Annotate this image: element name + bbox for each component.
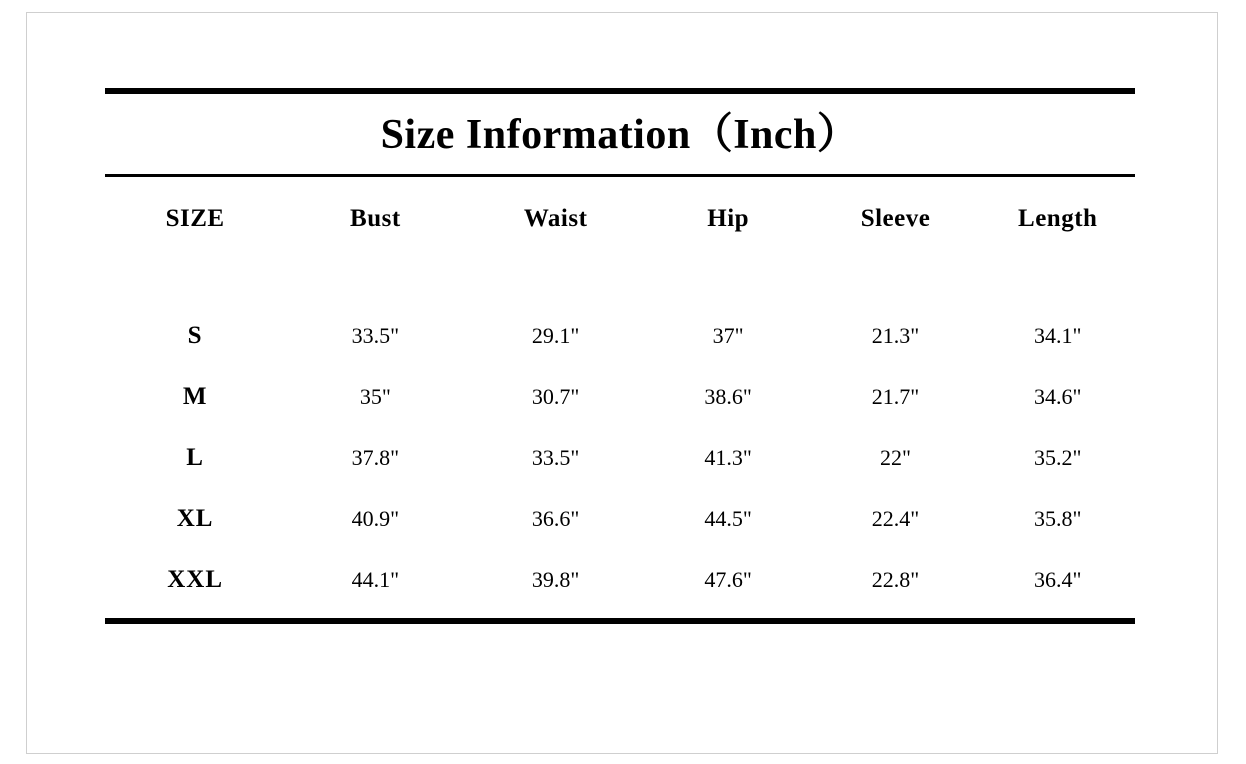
cell-hip: 47.6" (704, 567, 752, 593)
cell-sleeve: 22.4" (871, 506, 920, 532)
cell-waist: 36.6" (531, 506, 580, 532)
cell-waist: 33.5" (531, 445, 580, 471)
cell-bust: 37.8" (351, 445, 400, 471)
cell-sleeve: 21.7" (871, 384, 920, 410)
column-header-waist: Waist (523, 205, 588, 233)
cell-size: S (187, 322, 203, 350)
cell-bust: 44.1" (351, 567, 400, 593)
table-row (105, 306, 1135, 367)
header-spacer (105, 263, 1135, 306)
cell-hip: 41.3" (704, 445, 752, 471)
size-information-table (105, 177, 1135, 618)
cell-sleeve: 22" (880, 445, 911, 471)
cell-bust: 40.9" (351, 506, 400, 532)
column-header-sleeve: Sleeve (860, 205, 931, 233)
cell-sleeve: 22.8" (871, 567, 920, 593)
cell-waist: 30.7" (531, 384, 580, 410)
table-row (105, 550, 1135, 618)
page-title: Size Information（Inch） (380, 112, 860, 158)
column-header-size: SIZE (165, 205, 225, 233)
cell-waist: 39.8" (531, 567, 580, 593)
cell-bust: 33.5" (351, 323, 400, 349)
cell-bust: 35" (359, 384, 391, 410)
table-row (105, 428, 1135, 489)
cell-sleeve: 21.3" (871, 323, 920, 349)
bottom-rule (105, 618, 1135, 624)
cell-hip: 37" (712, 323, 744, 349)
cell-hip: 44.5" (704, 506, 752, 532)
cell-size: XXL (167, 566, 224, 594)
cell-waist: 29.1" (531, 323, 580, 349)
cell-size: M (182, 383, 208, 411)
size-chart (105, 88, 1135, 624)
cell-length: 35.2" (1034, 445, 1082, 471)
cell-size: L (186, 444, 204, 472)
column-header-length: Length (1018, 205, 1098, 233)
table-row (105, 367, 1135, 428)
cell-hip: 38.6" (704, 384, 752, 410)
cell-length: 36.4" (1034, 567, 1082, 593)
column-header-hip: Hip (707, 205, 750, 233)
cell-length: 34.6" (1034, 384, 1082, 410)
cell-size: XL (176, 505, 214, 533)
column-header-bust: Bust (350, 205, 401, 233)
table-row (105, 489, 1135, 550)
cell-length: 34.1" (1034, 323, 1082, 349)
table-header-row (105, 177, 1135, 263)
cell-length: 35.8" (1034, 506, 1082, 532)
